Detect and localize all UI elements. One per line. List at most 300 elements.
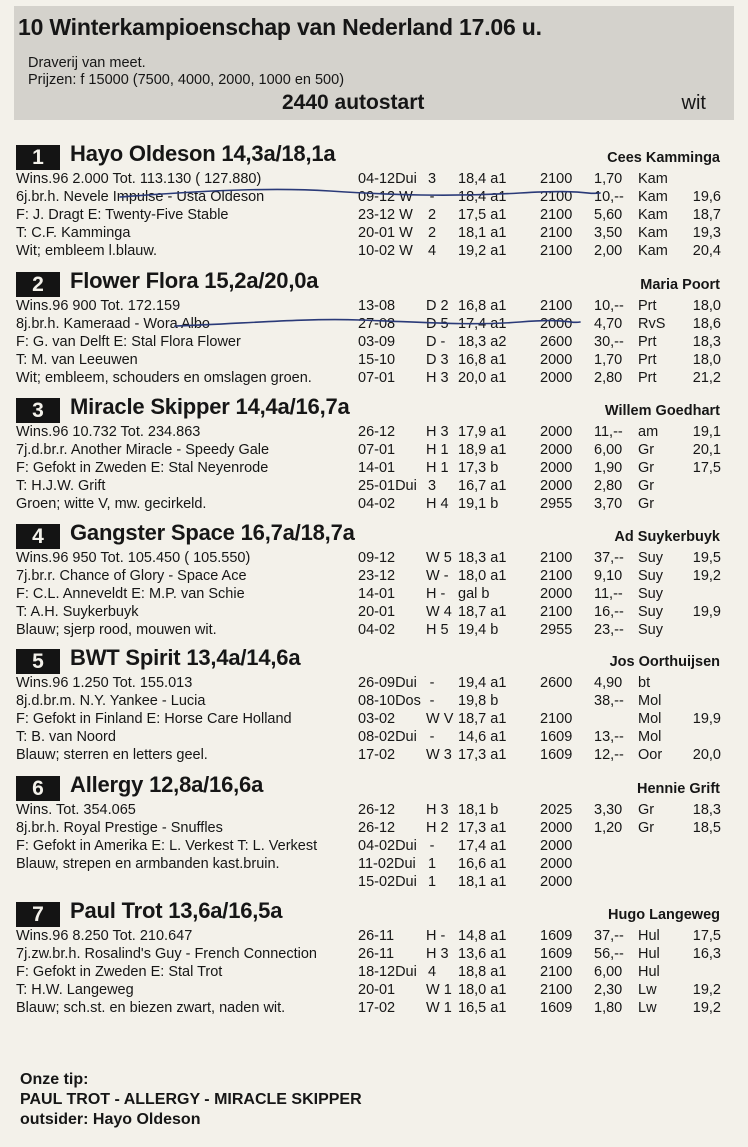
result-distance: 2000	[540, 352, 573, 368]
result-row	[0, 729, 748, 747]
result-km: 19,9	[692, 604, 721, 620]
result-odds: 2,80	[594, 370, 623, 386]
result-row	[0, 370, 748, 388]
result-row	[0, 316, 748, 334]
horse-info-line: Blauw; sjerp rood, mouwen wit.	[16, 622, 217, 638]
result-place: H 2	[426, 820, 449, 836]
result-distance: 2000	[540, 424, 573, 440]
result-place: H 1	[426, 442, 449, 458]
result-row	[0, 334, 748, 352]
result-km: 18,5	[692, 820, 721, 836]
tip-heading: Onze tip:	[20, 1071, 89, 1088]
entry-number-badge: 1	[16, 145, 60, 170]
driver-name: Jos Oorthuijsen	[609, 654, 720, 670]
result-row	[0, 496, 748, 514]
result-distance: 2600	[540, 675, 573, 691]
result-km: 19,2	[692, 982, 721, 998]
result-distance: 2955	[540, 622, 573, 638]
result-distance: 2000	[540, 442, 573, 458]
result-odds: 5,60	[594, 207, 623, 223]
entry-number-badge: 4	[16, 524, 60, 549]
result-place: H -	[426, 586, 446, 602]
result-row	[0, 298, 748, 316]
result-distance: 2100	[540, 207, 573, 223]
result-date: 04-02Dui	[358, 838, 417, 854]
race-distance: 2440 autostart	[282, 91, 425, 114]
horse-info-line: Wit; embleem, schouders en omslagen groen.	[16, 370, 312, 386]
result-distance: 2000	[540, 820, 573, 836]
result-km: 19,3	[692, 225, 721, 241]
result-distance: 2000	[540, 874, 573, 890]
result-row	[0, 747, 748, 765]
result-odds: 9,10	[594, 568, 623, 584]
result-place: H 1	[426, 460, 449, 476]
result-driver: am	[638, 424, 659, 440]
driver-name: Hennie Grift	[637, 781, 720, 797]
result-driver: Gr	[638, 478, 655, 494]
result-place: 4	[427, 243, 437, 259]
result-km: 20,1	[692, 442, 721, 458]
result-row	[0, 622, 748, 640]
result-distance: 2000	[540, 370, 573, 386]
horse-info-line: F: Gefokt in Zweden E: Stal Neyenrode	[16, 460, 269, 476]
result-row	[0, 874, 748, 892]
result-date: 26-09Dui	[358, 675, 417, 691]
result-date: 03-02	[358, 711, 396, 727]
result-odds: 2,80	[594, 478, 623, 494]
result-row	[0, 586, 748, 604]
horse-info-line: T: A.H. Suykerbuyk	[16, 604, 139, 620]
horse-info-line: 7j.br.r. Chance of Glory - Space Ace	[16, 568, 247, 584]
result-date: 04-12Dui	[358, 171, 417, 187]
result-driver: Prt	[638, 352, 657, 368]
result-date: 09-12 W	[358, 189, 413, 205]
result-date: 18-12Dui	[358, 964, 417, 980]
result-place: 2	[427, 225, 437, 241]
result-distance: 2100	[540, 550, 573, 566]
result-odds: 12,--	[594, 747, 624, 763]
horse-info-line: Wins.96 900 Tot. 172.159	[16, 298, 181, 314]
horse-info-line: Wins.96 10.732 Tot. 234.863	[16, 424, 201, 440]
result-place: 4	[427, 964, 437, 980]
result-distance: 2100	[540, 568, 573, 584]
result-time: 17,4 a1	[458, 838, 507, 854]
result-time: 18,1 a1	[458, 225, 507, 241]
horse-name: Miracle Skipper 14,4a/16,7a	[70, 394, 350, 419]
result-place: 1	[427, 856, 437, 872]
result-time: 18,4 a1	[458, 171, 507, 187]
result-driver: Lw	[638, 1000, 657, 1016]
result-time: 18,8 a1	[458, 964, 507, 980]
result-time: 19,4 a1	[458, 675, 507, 691]
result-distance: 1609	[540, 729, 573, 745]
result-date: 07-01	[358, 442, 396, 458]
horse-entry	[0, 141, 748, 265]
result-odds: 30,--	[594, 334, 624, 350]
result-time: 19,2 a1	[458, 243, 507, 259]
result-place: D 2	[426, 298, 449, 314]
result-time: 16,6 a1	[458, 856, 507, 872]
driver-name: Ad Suykerbuyk	[614, 529, 720, 545]
result-odds: 2,30	[594, 982, 623, 998]
result-date: 26-12	[358, 424, 396, 440]
result-row	[0, 171, 748, 189]
result-row	[0, 928, 748, 946]
result-driver: Hul	[638, 964, 660, 980]
horse-info-line: Wins.96 950 Tot. 105.450 ( 105.550)	[16, 550, 251, 566]
result-time: 18,0 a1	[458, 568, 507, 584]
result-driver: Kam	[638, 243, 668, 259]
entry-number-badge: 5	[16, 649, 60, 674]
result-date: 26-11	[358, 946, 395, 962]
result-date: 08-10Dos	[358, 693, 421, 709]
driver-name: Cees Kamminga	[607, 150, 720, 166]
result-date: 13-08	[358, 298, 396, 314]
result-time: 18,0 a1	[458, 982, 507, 998]
horse-info-line: Wit; embleem l.blauw.	[16, 243, 158, 259]
horse-info-line: 8j.br.h. Kameraad - Wora Albo	[16, 316, 210, 332]
result-date: 26-12	[358, 802, 396, 818]
result-driver: Mol	[638, 693, 662, 709]
result-place: 3	[427, 171, 437, 187]
horse-entry	[0, 772, 748, 896]
driver-name: Willem Goedhart	[604, 403, 720, 419]
result-place: H 3	[426, 946, 449, 962]
result-odds: 1,80	[594, 1000, 623, 1016]
result-date: 14-01	[358, 460, 396, 476]
result-driver: Prt	[638, 370, 657, 386]
result-time: 16,8 a1	[458, 352, 507, 368]
result-time: 18,4 a1	[458, 189, 507, 205]
result-date: 15-02Dui	[358, 874, 417, 890]
result-driver: Lw	[638, 982, 657, 998]
result-distance: 1609	[540, 747, 573, 763]
horse-info-line: Blauw; sterren en letters geel.	[16, 747, 208, 763]
result-driver: Suy	[638, 568, 663, 584]
horse-entry	[0, 394, 748, 518]
race-title: 10 Winterkampioenschap van Nederland 17.06 u.	[18, 14, 542, 40]
result-place: H 3	[426, 802, 449, 818]
result-place: -	[429, 729, 435, 745]
result-place: D 3	[426, 352, 449, 368]
result-date: 17-02	[358, 1000, 396, 1016]
result-place: W 3	[426, 747, 452, 763]
result-time: 17,3 b	[458, 460, 499, 476]
result-odds: 3,30	[594, 802, 623, 818]
result-date: 09-12	[358, 550, 396, 566]
result-date: 23-12	[358, 568, 396, 584]
result-time: 18,3 a2	[458, 334, 507, 350]
result-time: 19,1 b	[458, 496, 499, 512]
result-odds: 6,00	[594, 964, 623, 980]
horse-info-line: Wins.96 1.250 Tot. 155.013	[16, 675, 193, 691]
result-row	[0, 568, 748, 586]
result-odds: 4,90	[594, 675, 623, 691]
result-date: 26-12	[358, 820, 396, 836]
result-driver: bt	[638, 675, 651, 691]
horse-entry	[0, 520, 748, 644]
result-time: 19,4 b	[458, 622, 499, 638]
result-time: 16,8 a1	[458, 298, 507, 314]
result-row	[0, 1000, 748, 1018]
result-odds: 11,--	[594, 586, 623, 602]
horse-info-line: 7j.d.br.r. Another Miracle - Speedy Gale	[16, 442, 270, 458]
result-odds: 38,--	[594, 693, 624, 709]
result-distance: 2000	[540, 460, 573, 476]
horse-info-line: T: C.F. Kamminga	[16, 225, 131, 241]
result-odds: 23,--	[594, 622, 624, 638]
result-place: H 4	[426, 496, 449, 512]
result-row	[0, 424, 748, 442]
result-km: 19,2	[692, 1000, 721, 1016]
result-km: 20,4	[692, 243, 721, 259]
result-date: 20-01 W	[358, 225, 413, 241]
result-distance: 2100	[540, 225, 573, 241]
result-distance: 2025	[540, 802, 573, 818]
result-odds: 1,70	[594, 352, 623, 368]
result-row	[0, 243, 748, 261]
result-place: W 4	[426, 604, 452, 620]
result-row	[0, 189, 748, 207]
result-driver: Kam	[638, 225, 668, 241]
result-distance: 2100	[540, 298, 573, 314]
horse-info-line: T: M. van Leeuwen	[16, 352, 138, 368]
race-subtitle: Draverij van meet.	[28, 55, 146, 71]
horse-info-line: F: C.L. Anneveldt E: M.P. van Schie	[16, 586, 245, 602]
result-time: 14,8 a1	[458, 928, 507, 944]
result-place: D -	[426, 334, 446, 350]
result-row	[0, 693, 748, 711]
horse-info-line: Blauw, strepen en armbanden kast.bruin.	[16, 856, 280, 872]
horse-info-line: Blauw; sch.st. en biezen zwart, naden wit.	[16, 1000, 286, 1016]
horse-info-line: T: B. van Noord	[16, 729, 116, 745]
result-time: 17,3 a1	[458, 820, 507, 836]
result-odds: 4,70	[594, 316, 623, 332]
result-km: 18,7	[692, 207, 721, 223]
result-km: 18,0	[692, 352, 721, 368]
result-km: 18,3	[692, 802, 721, 818]
result-row	[0, 856, 748, 874]
result-place: -	[429, 189, 435, 205]
result-km: 18,3	[692, 334, 721, 350]
result-date: 17-02	[358, 747, 396, 763]
result-date: 23-12 W	[358, 207, 413, 223]
result-distance: 2100	[540, 964, 573, 980]
result-km: 21,2	[692, 370, 721, 386]
horse-entry	[0, 645, 748, 769]
horse-info-line: 6j.br.h. Nevele Impulse - Usta Oldeson	[16, 189, 265, 205]
result-driver: Gr	[638, 496, 655, 512]
result-time: 17,5 a1	[458, 207, 507, 223]
result-km: 19,6	[692, 189, 721, 205]
result-distance: 2000	[540, 586, 573, 602]
horse-info-line: Wins.96 2.000 Tot. 113.130 ( 127.880)	[16, 171, 262, 187]
result-km: 17,5	[692, 928, 721, 944]
result-km: 19,2	[692, 568, 721, 584]
entry-number-badge: 7	[16, 902, 60, 927]
result-date: 04-02	[358, 496, 396, 512]
result-odds: 13,--	[594, 729, 624, 745]
result-date: 15-10	[358, 352, 396, 368]
result-odds: 1,90	[594, 460, 623, 476]
horse-info-line: Groen; witte V, mw. gecirkeld.	[16, 496, 207, 512]
result-distance: 2100	[540, 243, 573, 259]
result-place: D 5	[426, 316, 449, 332]
result-odds: 6,00	[594, 442, 623, 458]
result-date: 20-01	[358, 982, 396, 998]
entry-number-badge: 3	[16, 398, 60, 423]
result-place: -	[429, 675, 435, 691]
result-distance: 2000	[540, 478, 573, 494]
result-place: W V	[426, 711, 454, 727]
result-row	[0, 225, 748, 243]
result-driver: Gr	[638, 802, 655, 818]
result-driver: Oor	[638, 747, 663, 763]
result-driver: Kam	[638, 189, 668, 205]
result-km: 18,6	[692, 316, 721, 332]
result-distance: 1609	[540, 946, 573, 962]
result-date: 27-08	[358, 316, 396, 332]
result-driver: Gr	[638, 820, 655, 836]
result-time: 16,7 a1	[458, 478, 507, 494]
result-odds: 3,50	[594, 225, 623, 241]
result-driver: Prt	[638, 298, 657, 314]
result-driver: Gr	[638, 460, 655, 476]
race-prizes: Prijzen: f 15000 (7500, 4000, 2000, 1000 en 500)	[28, 72, 345, 88]
result-km: 16,3	[692, 946, 721, 962]
result-row	[0, 352, 748, 370]
race-header	[14, 6, 734, 120]
horse-info-line: T: H.W. Langeweg	[16, 982, 134, 998]
result-odds: 11,--	[594, 424, 623, 440]
result-km: 17,5	[692, 460, 721, 476]
result-odds: 3,70	[594, 496, 623, 512]
result-time: 13,6 a1	[458, 946, 507, 962]
result-time: 17,9 a1	[458, 424, 507, 440]
result-driver: Prt	[638, 334, 657, 350]
horse-info-line: F: Gefokt in Finland E: Horse Care Holland	[16, 711, 292, 727]
horse-name: BWT Spirit 13,4a/14,6a	[70, 645, 301, 670]
result-date: 03-09	[358, 334, 396, 350]
horse-name: Flower Flora 15,2a/20,0a	[70, 268, 319, 293]
result-time: 17,4 a1	[458, 316, 507, 332]
result-place: H 5	[426, 622, 449, 638]
result-odds: 37,--	[594, 550, 624, 566]
result-place: H -	[426, 928, 446, 944]
result-place: W 1	[426, 1000, 452, 1016]
horse-info-line: T: H.J.W. Grift	[16, 478, 106, 494]
result-place: W 1	[426, 982, 452, 998]
result-place: -	[429, 693, 435, 709]
entry-number-badge: 2	[16, 272, 60, 297]
horse-info-line: F: Gefokt in Zweden E: Stal Trot	[16, 964, 223, 980]
result-driver: Suy	[638, 550, 663, 566]
result-time: 19,8 b	[458, 693, 499, 709]
result-place: 3	[427, 478, 437, 494]
result-distance: 2100	[540, 604, 573, 620]
result-driver: Suy	[638, 604, 663, 620]
horse-entry	[0, 898, 748, 1022]
result-distance: 2100	[540, 711, 573, 727]
result-date: 07-01	[358, 370, 396, 386]
horse-entry	[0, 268, 748, 392]
tip-picks: PAUL TROT - ALLERGY - MIRACLE SKIPPER	[20, 1091, 362, 1108]
result-driver: Hul	[638, 946, 660, 962]
horse-info-line: F: Gefokt in Amerika E: L. Verkest T: L. Verkest	[16, 838, 318, 854]
result-km: 19,1	[692, 424, 721, 440]
result-distance: 2100	[540, 171, 573, 187]
horse-name: Paul Trot 13,6a/16,5a	[70, 898, 283, 923]
result-time: 20,0 a1	[458, 370, 507, 386]
result-driver: Kam	[638, 207, 668, 223]
result-odds: 10,--	[594, 189, 624, 205]
result-time: gal b	[458, 586, 490, 602]
result-place: H 3	[426, 424, 449, 440]
result-date: 11-02Dui	[358, 856, 416, 872]
result-km: 18,0	[692, 298, 721, 314]
race-color: wit	[681, 92, 706, 114]
horse-info-line: F: J. Dragt E: Twenty-Five Stable	[16, 207, 229, 223]
result-place: 1	[427, 874, 437, 890]
result-distance: 2000	[540, 838, 573, 854]
tip-outsider: outsider: Hayo Oldeson	[20, 1111, 201, 1128]
result-time: 14,6 a1	[458, 729, 507, 745]
result-date: 25-01Dui	[358, 478, 417, 494]
horse-info-line: F: G. van Delft E: Stal Flora Flower	[16, 334, 241, 350]
result-driver: Suy	[638, 622, 663, 638]
result-time: 18,7 a1	[458, 604, 507, 620]
horse-info-line: Wins. Tot. 354.065	[16, 802, 136, 818]
result-row	[0, 711, 748, 729]
result-row	[0, 838, 748, 856]
result-km: 19,5	[692, 550, 721, 566]
horse-info-line: 8j.br.h. Royal Prestige - Snuffles	[16, 820, 223, 836]
result-km: 19,9	[692, 711, 721, 727]
result-driver: RvS	[638, 316, 666, 332]
result-odds: 10,--	[594, 298, 624, 314]
result-date: 20-01	[358, 604, 396, 620]
result-driver: Gr	[638, 442, 655, 458]
result-time: 18,3 a1	[458, 550, 507, 566]
result-odds: 2,00	[594, 243, 623, 259]
result-driver: Mol	[638, 729, 662, 745]
horse-info-line: 8j.d.br.m. N.Y. Yankee - Lucia	[16, 693, 206, 709]
entry-number-badge: 6	[16, 776, 60, 801]
horse-name: Gangster Space 16,7a/18,7a	[70, 520, 355, 545]
result-km: 20,0	[692, 747, 721, 763]
horse-name: Allergy 12,8a/16,6a	[70, 772, 264, 797]
result-distance: 2100	[540, 982, 573, 998]
driver-name: Maria Poort	[640, 277, 720, 293]
result-distance: 2000	[540, 316, 573, 332]
result-distance: 1609	[540, 1000, 573, 1016]
result-time: 18,1 b	[458, 802, 499, 818]
result-distance: 2100	[540, 189, 573, 205]
result-date: 10-02 W	[358, 243, 413, 259]
result-driver: Hul	[638, 928, 660, 944]
result-row	[0, 460, 748, 478]
result-place: W 5	[426, 550, 452, 566]
tip-section	[20, 1070, 362, 1130]
result-time: 18,9 a1	[458, 442, 507, 458]
result-row	[0, 207, 748, 225]
horse-info-line: 7j.zw.br.h. Rosalind's Guy - French Connection	[16, 946, 317, 962]
result-row	[0, 604, 748, 622]
result-place: W -	[426, 568, 449, 584]
result-date: 04-02	[358, 622, 396, 638]
result-place: 2	[427, 207, 437, 223]
result-date: 26-11	[358, 928, 395, 944]
